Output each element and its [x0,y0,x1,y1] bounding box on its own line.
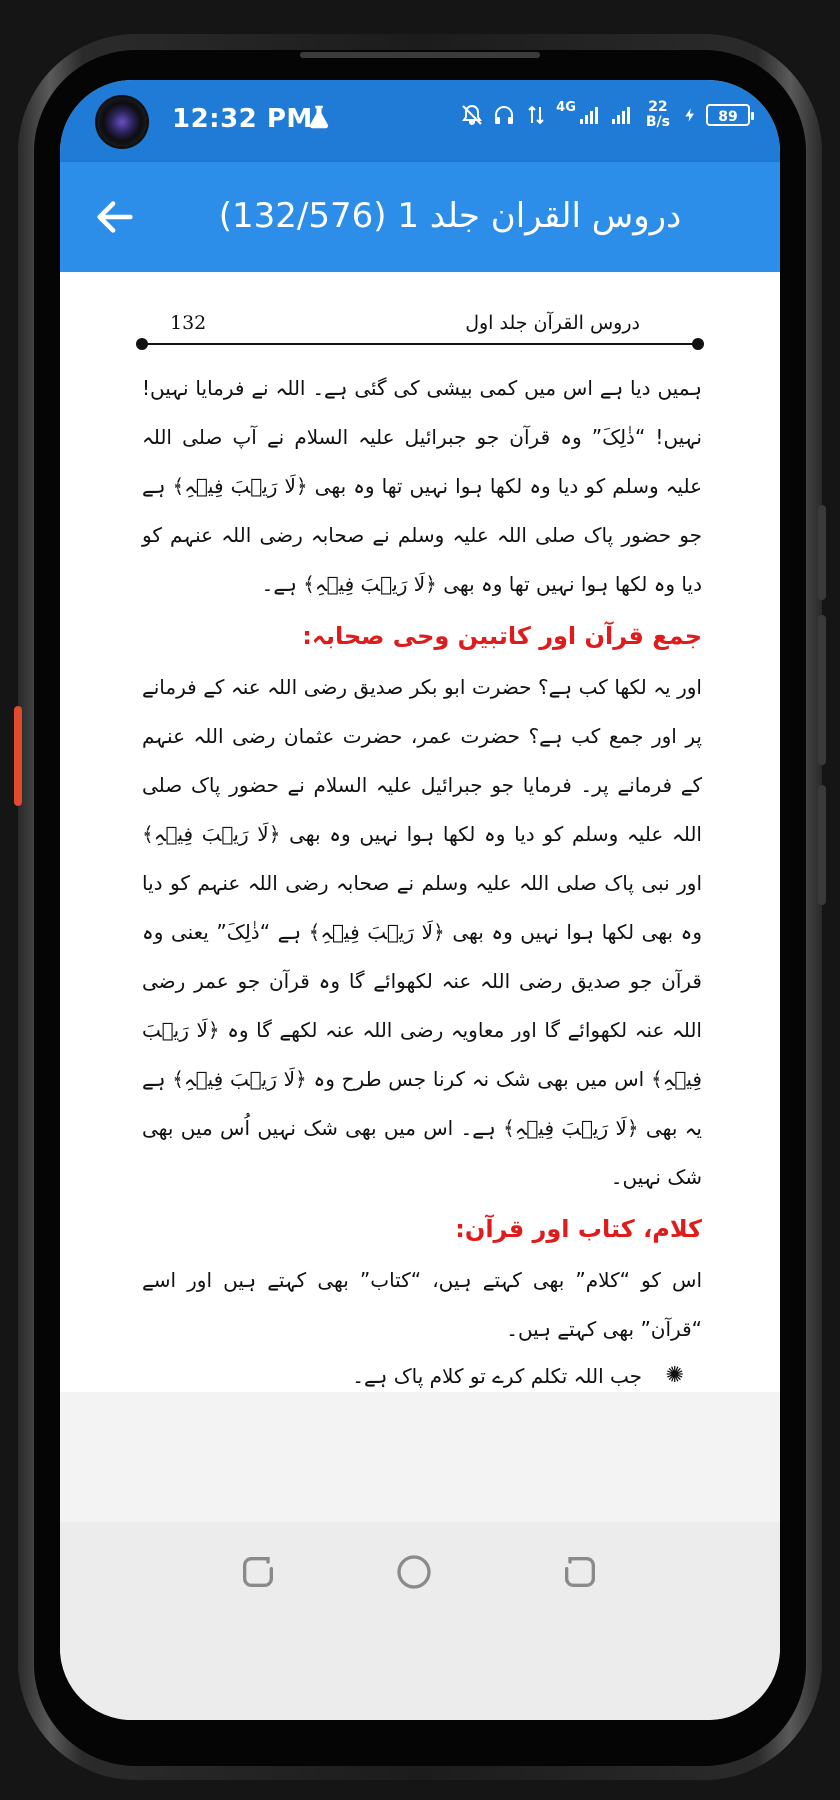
page-header-title: دروس القرآن جلد اول [465,312,640,334]
status-icons [460,100,750,130]
system-nav-bar [60,1522,780,1720]
status-bar [60,80,780,162]
speed-unit: B/s [645,114,670,130]
app-bar [60,162,780,272]
signal-icon-1 [578,103,602,127]
app-title: دروس القران جلد 1 (132/576) [218,196,682,236]
back-arrow-icon[interactable] [92,194,138,240]
back-nav-icon[interactable] [560,1552,600,1592]
header-rule [142,343,698,345]
network-type-label: 4G [556,100,576,115]
network-speed [646,100,670,130]
data-transfer-icon [524,103,548,127]
bullet-icon: ✺ [665,1363,684,1388]
section-heading: کلام، کتاب اور قرآن: [455,1215,702,1243]
section-heading: جمع قرآن اور کاتبین وحی صحابہ: [302,622,702,650]
paragraph: ہمیں دیا ہے اس میں کمی بیشی کی گئی ہے۔ اللہ نے فرمایا نہیں! نہیں! “ذٰلِکَ” وہ قرآن جو جبرائیل علیہ السلام نے آپ صلی اللہ علیہ وسلم کو دیا وہ لکھا ہوا نہیں تھا وہ بھی ﴿لَا رَیۡبَ فِیۡہِ﴾ ہے جو حضور پاک صلی اللہ علیہ وسلم نے صحابہ رضی اللہ عنہم کو دیا وہ لکھا ہوا نہیں تھا وہ بھی ﴿لَا رَیۡبَ فِیۡہِ﴾ ہے۔ [142,376,702,596]
side-button-right-2 [818,615,826,765]
paragraph: اور یہ لکھا کب ہے؟ حضرت ابو بکر صدیق رضی اللہ عنہ کے فرمانے پر اور جمع کب ہے؟ حضرت عمر، حضرت عثمان رضی اللہ عنہم کے فرمانے پر۔ فرمایا جو جبرائیل علیہ السلام نے حضور پاک صلی اللہ علیہ وسلم کو دیا وہ لکھا ہوا نہیں وہ بھی ﴿لَا رَیۡبَ فِیۡہِ﴾ اور نبی پاک صلی اللہ علیہ وسلم نے صحابہ رضی اللہ عنہم کو دیا وہ بھی لکھا ہوا نہیں وہ بھی ﴿لَا رَیۡبَ فِیۡہِ﴾ ہے “ذٰلِکَ” یعنی وہ قرآن جو صدیق رضی اللہ عنہ لکھوائے گا وہ قرآن جو عمر رضی اللہ عنہ لکھوائے گا اور معاویہ رضی اللہ عنہ لکھے گا وہ ﴿لَا رَیۡبَ فِیۡہِ﴾ اس میں بھی شک نہ کرنا جس طرح وہ ﴿لَا رَیۡبَ فِیۡہِ﴾ ہے یہ بھی ﴿لَا رَیۡبَ فِیۡہِ﴾ ہے۔ اس میں بھی شک نہیں اُس میں بھی شک نہیں۔ [142,675,702,1189]
recent-apps-icon[interactable] [238,1552,278,1592]
page-bottom-margin [60,1392,780,1522]
status-time: 12:32 PM [172,104,313,134]
side-button-right-3 [818,785,826,905]
headphones-icon [492,103,516,127]
front-camera [98,98,146,146]
side-button-right-1 [818,505,826,600]
flask-icon [304,102,334,132]
page-number: 132 [170,312,207,334]
battery-indicator: 89 [706,104,750,126]
phone-screen [60,80,780,1720]
signal-icon-2 [610,103,634,127]
list-item-text: جب اللہ تکلم کرے تو کلام پاک ہے۔ [352,1364,642,1388]
paragraph: اس کو “کلام” بھی کہتے ہیں، “کتاب” بھی کہتے ہیں اور اسے “قرآن” بھی کہتے ہیں۔ [142,1268,702,1341]
page-body [142,364,702,1486]
page-header [140,312,700,342]
charging-icon [682,103,698,127]
side-button-red [14,706,22,806]
bell-off-icon [460,103,484,127]
home-icon[interactable] [394,1552,434,1592]
book-page[interactable] [60,272,780,1392]
earpiece [300,52,540,58]
speed-value: 22 [648,99,668,115]
